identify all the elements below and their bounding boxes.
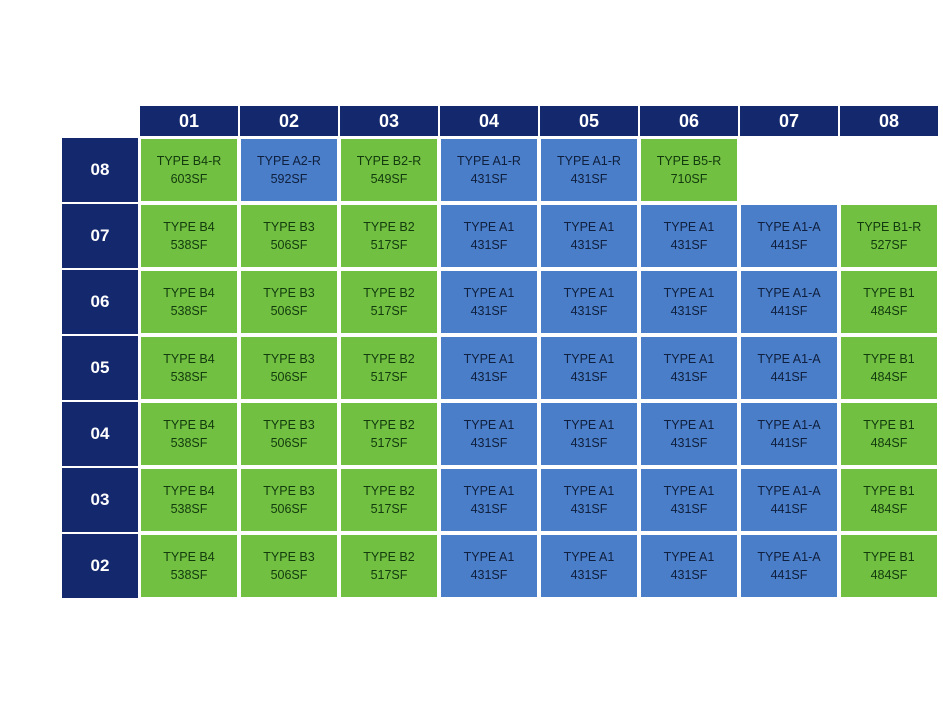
unit-cell[interactable] — [740, 402, 838, 466]
column-header-01: 01 — [140, 106, 238, 136]
unit-cell[interactable] — [840, 402, 938, 466]
unit-cell-empty — [740, 138, 838, 202]
unit-type-label: TYPE A1 — [463, 417, 515, 432]
unit-type-label: TYPE A1 — [663, 483, 715, 498]
unit-type-label: TYPE B4 — [163, 549, 215, 564]
unit-cell[interactable] — [640, 468, 738, 532]
unit-type-label: TYPE A1-A — [757, 417, 821, 432]
unit-cell[interactable] — [340, 336, 438, 400]
row-header-level: 04 — [62, 402, 138, 466]
unit-cell[interactable] — [140, 270, 238, 334]
unit-area-label: 517SF — [370, 238, 408, 252]
unit-type-label: TYPE B1 — [863, 285, 915, 300]
corner-cell — [62, 106, 138, 136]
unit-area-label: 506SF — [270, 502, 308, 516]
unit-area-label: 484SF — [870, 370, 908, 384]
unit-cell[interactable] — [240, 336, 338, 400]
unit-type-label: TYPE B2 — [363, 219, 415, 234]
unit-type-label: TYPE A1-A — [757, 285, 821, 300]
unit-area-label: 603SF — [170, 172, 208, 186]
unit-type-label: TYPE B4 — [163, 285, 215, 300]
unit-cell[interactable] — [440, 270, 538, 334]
row-header-level: 02 — [62, 534, 138, 598]
table-row — [62, 138, 938, 202]
unit-type-label: TYPE A1-A — [757, 483, 821, 498]
unit-type-label: TYPE B2 — [363, 549, 415, 564]
unit-cell[interactable] — [340, 270, 438, 334]
unit-area-label: 484SF — [870, 568, 908, 582]
unit-type-label: TYPE B2 — [363, 483, 415, 498]
unit-type-label: TYPE A1 — [563, 483, 615, 498]
unit-cell[interactable] — [140, 402, 238, 466]
column-header-03: 03 — [340, 106, 438, 136]
unit-type-label: TYPE B2 — [363, 285, 415, 300]
unit-area-label: 506SF — [270, 238, 308, 252]
unit-area-label: 484SF — [870, 304, 908, 318]
column-header-05: 05 — [540, 106, 638, 136]
unit-type-label: TYPE B2 — [363, 417, 415, 432]
unit-cell[interactable] — [140, 336, 238, 400]
unit-type-label: TYPE B3 — [263, 549, 315, 564]
unit-cell[interactable] — [740, 534, 838, 598]
unit-cell[interactable] — [440, 204, 538, 268]
unit-type-label: TYPE A1 — [563, 549, 615, 564]
table-body — [62, 138, 938, 598]
unit-area-label: 441SF — [770, 502, 808, 516]
unit-type-label: TYPE A1 — [563, 351, 615, 366]
unit-area-label: 506SF — [270, 568, 308, 582]
unit-cell[interactable] — [340, 138, 438, 202]
unit-type-label: TYPE B3 — [263, 351, 315, 366]
unit-cell[interactable] — [540, 468, 638, 532]
unit-cell[interactable] — [540, 402, 638, 466]
unit-matrix-table — [60, 104, 940, 600]
unit-area-label: 431SF — [570, 370, 608, 384]
unit-type-label: TYPE B3 — [263, 285, 315, 300]
unit-type-label: TYPE B1-R — [856, 219, 922, 234]
table-row — [62, 402, 938, 466]
unit-cell[interactable] — [140, 468, 238, 532]
unit-type-label: TYPE B4-R — [156, 153, 222, 168]
unit-cell[interactable] — [140, 138, 238, 202]
unit-area-label: 538SF — [170, 568, 208, 582]
unit-type-label: TYPE B3 — [263, 417, 315, 432]
unit-type-label: TYPE A1 — [663, 285, 715, 300]
unit-cell[interactable] — [340, 204, 438, 268]
unit-cell[interactable] — [640, 138, 738, 202]
unit-type-label: TYPE A1-R — [557, 153, 621, 168]
unit-area-label: 431SF — [670, 568, 708, 582]
unit-area-label: 431SF — [470, 502, 508, 516]
unit-area-label: 538SF — [170, 304, 208, 318]
unit-cell[interactable] — [740, 336, 838, 400]
unit-type-label: TYPE B1 — [863, 483, 915, 498]
unit-cell[interactable] — [340, 534, 438, 598]
unit-area-label: 517SF — [370, 304, 408, 318]
unit-cell-empty — [840, 138, 938, 202]
table-row — [62, 534, 938, 598]
unit-area-label: 431SF — [670, 502, 708, 516]
unit-area-label: 431SF — [470, 370, 508, 384]
unit-area-label: 441SF — [770, 304, 808, 318]
unit-cell[interactable] — [240, 534, 338, 598]
unit-area-label: 517SF — [370, 568, 408, 582]
unit-cell[interactable] — [840, 468, 938, 532]
unit-area-label: 431SF — [570, 436, 608, 450]
unit-type-label: TYPE A1 — [463, 351, 515, 366]
unit-area-label: 506SF — [270, 436, 308, 450]
unit-type-label: TYPE B2-R — [356, 153, 422, 168]
table-row — [62, 270, 938, 334]
unit-area-label: 441SF — [770, 436, 808, 450]
unit-type-label: TYPE A1-A — [757, 351, 821, 366]
unit-cell[interactable] — [240, 270, 338, 334]
unit-type-label: TYPE A1 — [463, 483, 515, 498]
unit-area-label: 538SF — [170, 370, 208, 384]
unit-type-label: TYPE B5-R — [656, 153, 722, 168]
unit-cell[interactable] — [340, 468, 438, 532]
unit-type-label: TYPE A1 — [663, 351, 715, 366]
unit-area-label: 710SF — [670, 172, 708, 186]
unit-area-label: 527SF — [870, 238, 908, 252]
unit-cell[interactable] — [240, 138, 338, 202]
unit-cell[interactable] — [140, 204, 238, 268]
unit-cell[interactable] — [440, 468, 538, 532]
unit-cell[interactable] — [440, 402, 538, 466]
table-header — [62, 106, 938, 136]
unit-area-label: 431SF — [570, 238, 608, 252]
row-header-level: 08 — [62, 138, 138, 202]
column-header-06: 06 — [640, 106, 738, 136]
unit-cell[interactable] — [440, 336, 538, 400]
row-header-level: 05 — [62, 336, 138, 400]
unit-type-label: TYPE B1 — [863, 351, 915, 366]
unit-area-label: 549SF — [370, 172, 408, 186]
column-header-04: 04 — [440, 106, 538, 136]
unit-cell[interactable] — [640, 336, 738, 400]
unit-cell[interactable] — [740, 468, 838, 532]
unit-cell[interactable] — [540, 270, 638, 334]
unit-area-label: 431SF — [670, 238, 708, 252]
unit-area-label: 506SF — [270, 304, 308, 318]
unit-type-label: TYPE A1 — [663, 219, 715, 234]
unit-area-label: 431SF — [670, 370, 708, 384]
unit-cell[interactable] — [440, 534, 538, 598]
unit-area-label: 431SF — [670, 436, 708, 450]
column-header-02: 02 — [240, 106, 338, 136]
unit-area-label: 484SF — [870, 436, 908, 450]
unit-cell[interactable] — [840, 204, 938, 268]
unit-area-label: 431SF — [570, 304, 608, 318]
unit-cell[interactable] — [540, 204, 638, 268]
unit-cell[interactable] — [540, 534, 638, 598]
unit-cell[interactable] — [640, 270, 738, 334]
unit-cell[interactable] — [340, 402, 438, 466]
table-row — [62, 336, 938, 400]
unit-type-label: TYPE B4 — [163, 219, 215, 234]
row-header-level: 03 — [62, 468, 138, 532]
column-header-07: 07 — [740, 106, 838, 136]
unit-area-label: 431SF — [470, 436, 508, 450]
unit-cell[interactable] — [240, 468, 338, 532]
unit-area-label: 592SF — [270, 172, 308, 186]
column-header-row — [62, 106, 938, 136]
unit-cell[interactable] — [640, 204, 738, 268]
unit-type-label: TYPE B4 — [163, 483, 215, 498]
unit-area-label: 441SF — [770, 238, 808, 252]
unit-type-label: TYPE A1 — [563, 285, 615, 300]
unit-cell[interactable] — [540, 138, 638, 202]
unit-area-label: 431SF — [470, 172, 508, 186]
unit-area-label: 431SF — [470, 568, 508, 582]
unit-area-label: 538SF — [170, 436, 208, 450]
unit-area-label: 517SF — [370, 370, 408, 384]
unit-area-label: 484SF — [870, 502, 908, 516]
unit-cell[interactable] — [240, 402, 338, 466]
unit-type-label: TYPE A1-R — [457, 153, 521, 168]
unit-cell[interactable] — [740, 204, 838, 268]
unit-type-label: TYPE A1-A — [757, 219, 821, 234]
unit-area-label: 431SF — [570, 172, 608, 186]
unit-type-label: TYPE A1 — [463, 549, 515, 564]
unit-cell[interactable] — [840, 336, 938, 400]
unit-type-label: TYPE A1-A — [757, 549, 821, 564]
unit-area-label: 431SF — [570, 568, 608, 582]
row-header-level: 07 — [62, 204, 138, 268]
unit-area-label: 441SF — [770, 568, 808, 582]
unit-area-label: 441SF — [770, 370, 808, 384]
unit-type-label: TYPE A1 — [463, 285, 515, 300]
unit-type-label: TYPE A1 — [663, 549, 715, 564]
unit-area-label: 506SF — [270, 370, 308, 384]
unit-area-label: 431SF — [470, 304, 508, 318]
unit-cell[interactable] — [440, 138, 538, 202]
unit-area-label: 517SF — [370, 502, 408, 516]
unit-cell[interactable] — [740, 270, 838, 334]
unit-type-label: TYPE B1 — [863, 549, 915, 564]
unit-cell[interactable] — [640, 402, 738, 466]
unit-type-label: TYPE A1 — [663, 417, 715, 432]
row-header-level: 06 — [62, 270, 138, 334]
unit-type-label: TYPE B4 — [163, 417, 215, 432]
unit-cell[interactable] — [840, 534, 938, 598]
unit-type-label: TYPE A1 — [563, 417, 615, 432]
table-row — [62, 468, 938, 532]
unit-type-label: TYPE B3 — [263, 483, 315, 498]
unit-cell[interactable] — [140, 534, 238, 598]
unit-cell[interactable] — [640, 534, 738, 598]
unit-type-label: TYPE A1 — [463, 219, 515, 234]
unit-area-label: 538SF — [170, 238, 208, 252]
unit-area-label: 431SF — [670, 304, 708, 318]
unit-type-label: TYPE B4 — [163, 351, 215, 366]
unit-cell[interactable] — [540, 336, 638, 400]
unit-area-label: 431SF — [570, 502, 608, 516]
unit-type-label: TYPE A2-R — [257, 153, 321, 168]
table-row — [62, 204, 938, 268]
unit-cell[interactable] — [840, 270, 938, 334]
unit-area-label: 538SF — [170, 502, 208, 516]
unit-area-label: 517SF — [370, 436, 408, 450]
unit-type-label: TYPE A1 — [563, 219, 615, 234]
unit-type-label: TYPE B1 — [863, 417, 915, 432]
unit-type-label: TYPE B3 — [263, 219, 315, 234]
unit-area-label: 431SF — [470, 238, 508, 252]
unit-cell[interactable] — [240, 204, 338, 268]
column-header-08: 08 — [840, 106, 938, 136]
unit-type-label: TYPE B2 — [363, 351, 415, 366]
